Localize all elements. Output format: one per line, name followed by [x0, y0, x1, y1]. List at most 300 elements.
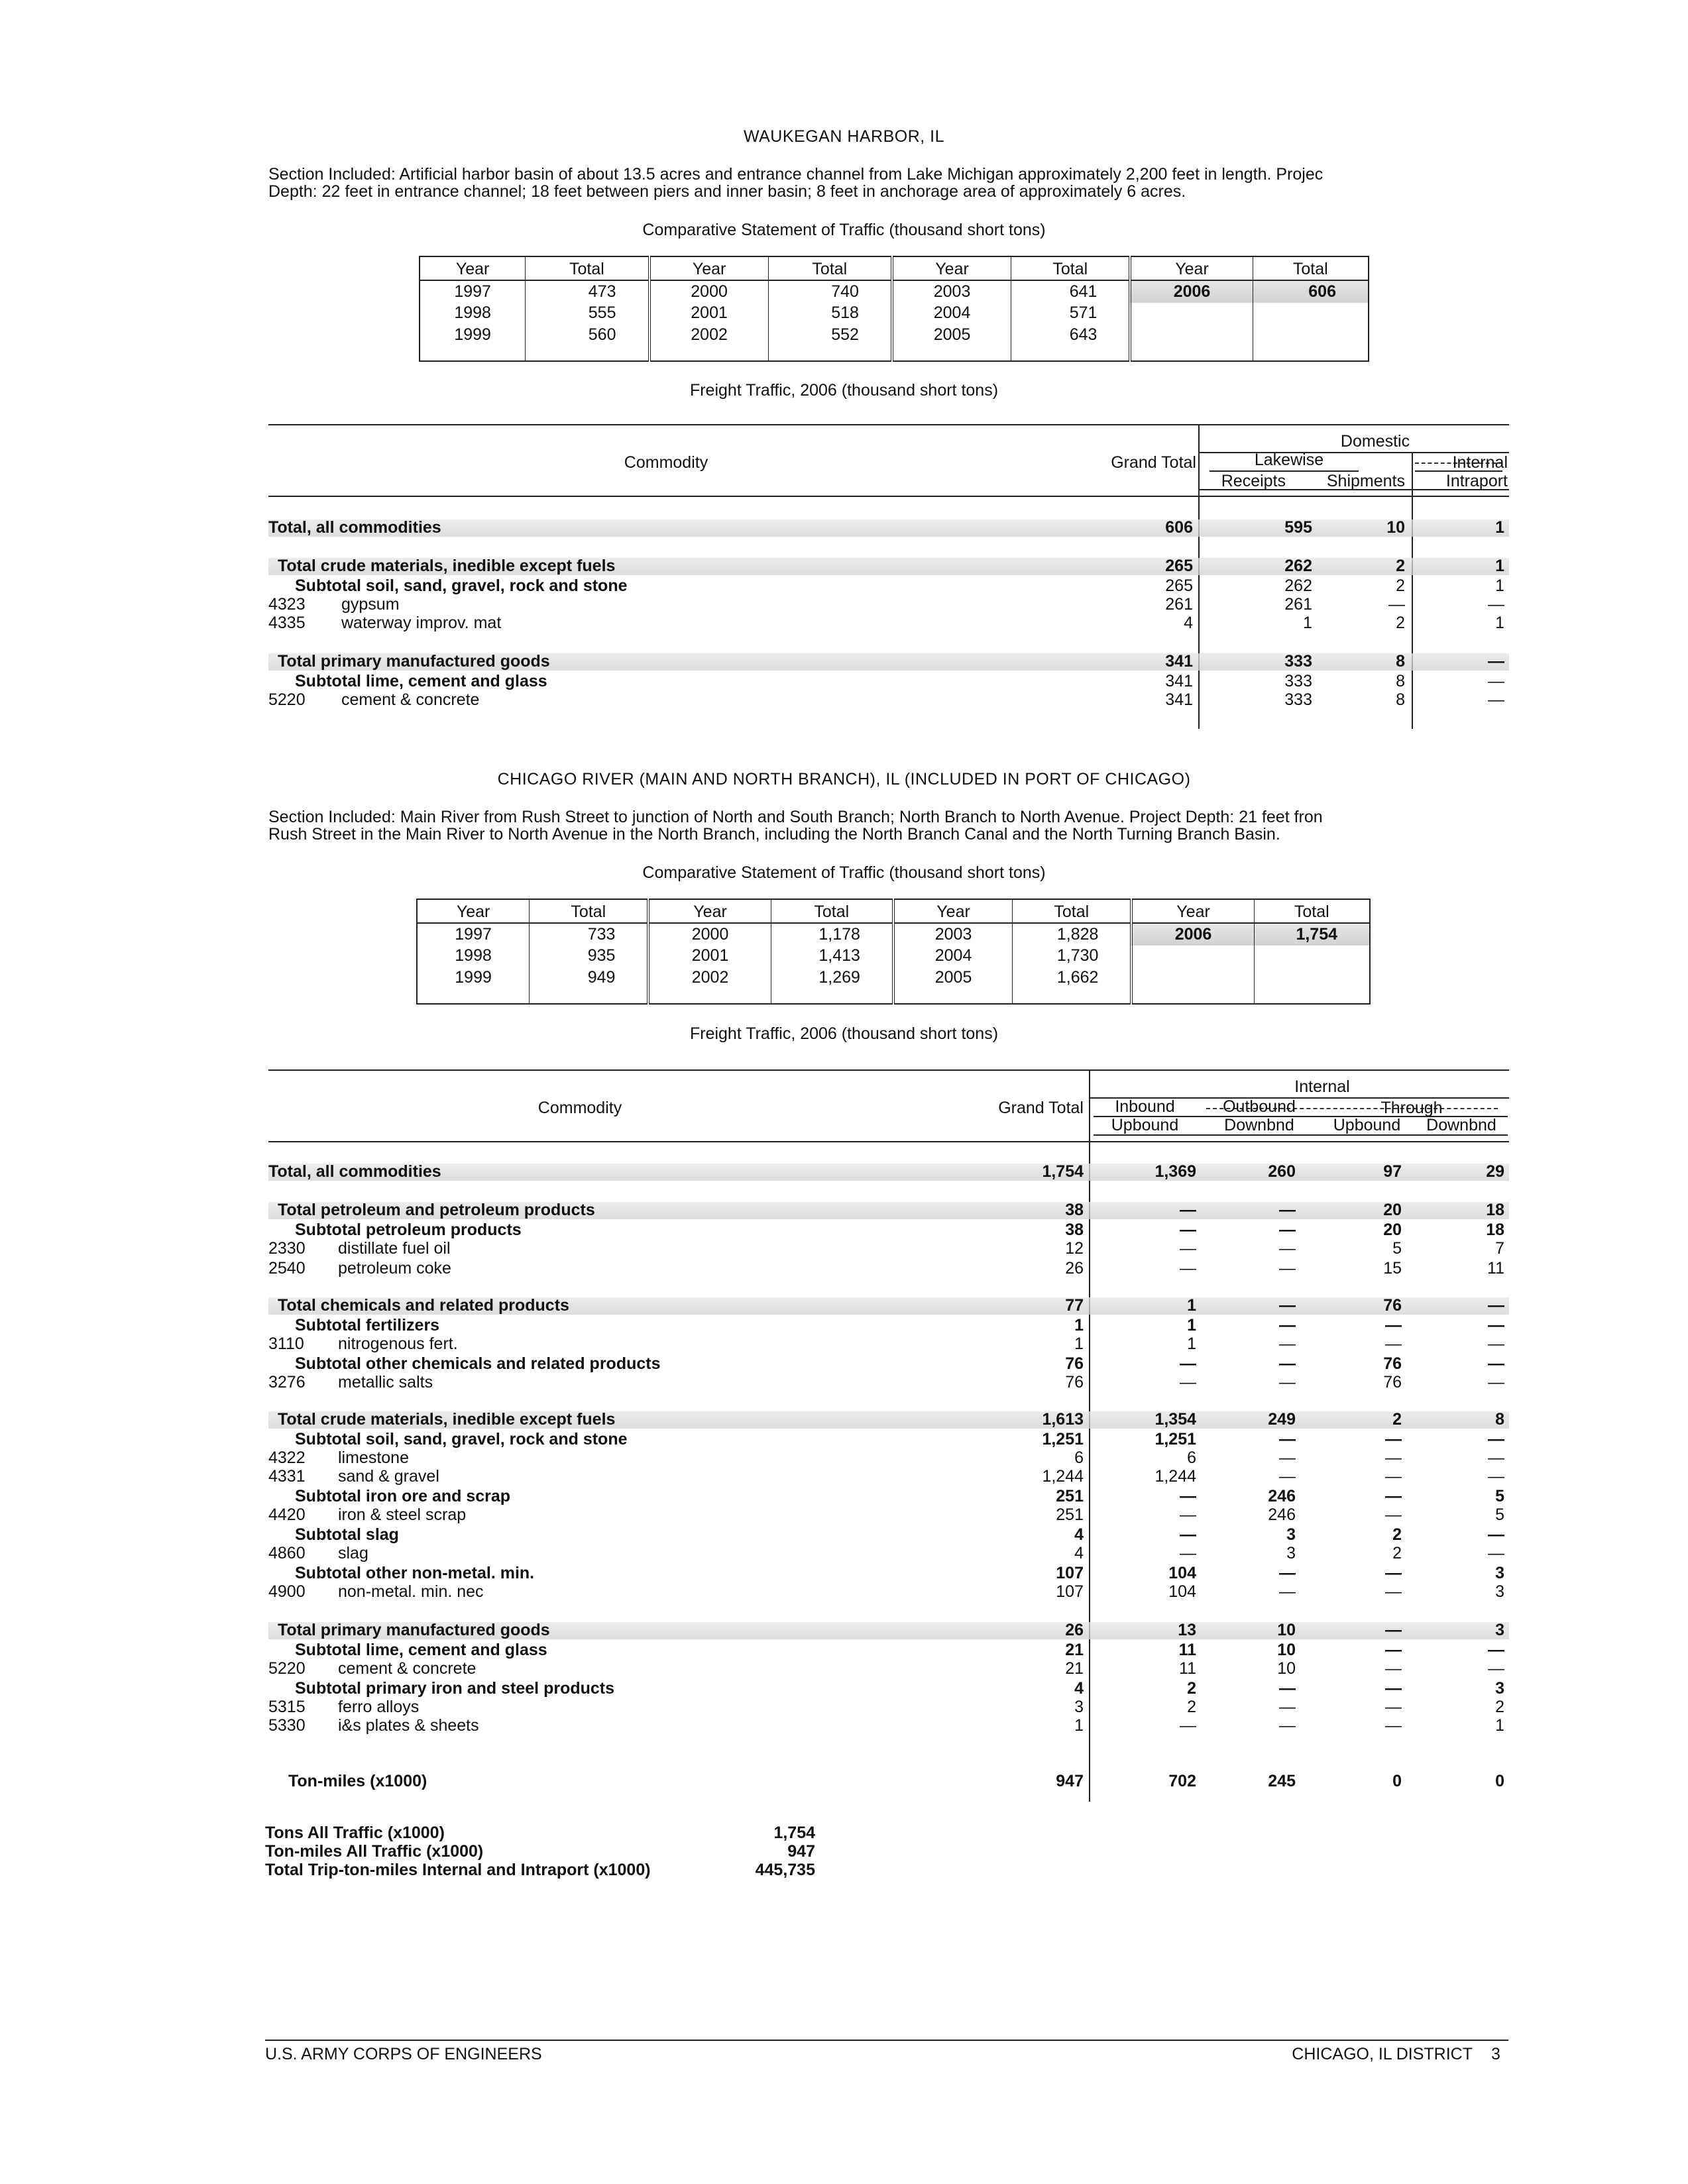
total-header: Total — [1253, 256, 1369, 280]
commodity-header: Commodity — [537, 1099, 622, 1117]
grand-total-value: 1,244 — [1042, 1467, 1084, 1486]
commodity-label: waterway improv. mat — [341, 614, 502, 632]
through-upbound-value: — — [1385, 1487, 1402, 1505]
commodity-code: 4900 — [268, 1582, 306, 1601]
grand-total-value: 4 — [1074, 1679, 1084, 1698]
through-upbound-value: — — [1385, 1316, 1402, 1335]
grand-total-value: 251 — [1056, 1487, 1084, 1505]
comp-filler-cell — [526, 345, 649, 361]
comp-filler-cell — [1011, 345, 1131, 361]
year-header: Year — [417, 899, 530, 923]
total-cell: 571 — [1011, 303, 1131, 324]
shipments-value: 2 — [1396, 557, 1405, 575]
outbound-downbound-value: 3 — [1286, 1525, 1296, 1544]
inbound-upbound-value: — — [1180, 1221, 1196, 1239]
section-description-chicago: Section Included: Main River from Rush Street to junction of North and South Branch; North Branch to North Avenue. Project Depth: 21 feet fron Rush Street in the Main River to North Avenue in the North Branch, including the North Branch Canal and the North Turning Branch Basin. — [268, 808, 1323, 844]
grand-total-value: 606 — [1165, 518, 1193, 537]
total-cell: 949 — [530, 967, 649, 988]
grand-total-value: 4 — [1074, 1544, 1084, 1562]
subtotal-row-label: Subtotal soil, sand, gravel, rock and stone — [295, 576, 628, 595]
grand-total-value: 265 — [1165, 557, 1193, 575]
total-header: Total — [771, 899, 893, 923]
comp-caption-chicago: Comparative Statement of Traffic (thousand short tons) — [642, 863, 1046, 882]
through-upbound-value: — — [1385, 1641, 1402, 1659]
inbound-upbound-value: 104 — [1168, 1564, 1196, 1582]
commodity-code: 4860 — [268, 1544, 306, 1562]
ton-miles-label: Ton-miles (x1000) — [288, 1772, 427, 1790]
subtotal-row-label: Subtotal lime, cement and glass — [295, 672, 547, 690]
subtotal-row-label: Subtotal primary iron and steel products — [295, 1679, 615, 1698]
total-header: Total — [1011, 256, 1131, 280]
receipts-value: 262 — [1284, 557, 1312, 575]
inbound-upbound-value: 11 — [1179, 1659, 1196, 1678]
comp-filler-cell — [893, 988, 1013, 1004]
table-top-rule — [268, 424, 1509, 425]
outbound-downbound-value: 249 — [1268, 1410, 1296, 1429]
commodity-code: 4322 — [268, 1448, 306, 1467]
total-row-label: Total, all commodities — [268, 518, 441, 537]
grand-total-value: 77 — [1065, 1296, 1084, 1315]
total-cell: 560 — [526, 324, 649, 345]
freight-table-waukegan — [268, 424, 1509, 736]
receipts-value: 1 — [1303, 614, 1312, 632]
summary-label: Total Trip-ton-miles Internal and Intraport (x1000) — [265, 1861, 651, 1879]
year-cell — [1131, 967, 1254, 988]
year-cell: 1999 — [420, 324, 526, 345]
total-row-label: Total crude materials, inedible except fuels — [278, 557, 616, 575]
total-row-label: Total primary manufactured goods — [278, 652, 550, 671]
grand-total-value: 261 — [1165, 595, 1193, 614]
header-bottom-rule — [268, 1141, 1509, 1142]
year-cell: 2005 — [892, 324, 1011, 345]
total-cell: 643 — [1011, 324, 1131, 345]
summary-value: 947 — [787, 1842, 815, 1861]
comp-row — [420, 280, 1369, 303]
comparative-table-waukegan — [419, 256, 1369, 362]
total-cell: 1,662 — [1013, 967, 1132, 988]
through-downbound-value: — — [1488, 1659, 1504, 1678]
through-downbound-value: 18 — [1486, 1221, 1504, 1239]
freight-table-chicago — [268, 1069, 1509, 1818]
comp-row — [417, 946, 1370, 967]
subtotal-row-label: Subtotal other non-metal. min. — [295, 1564, 535, 1582]
total-header: Total — [1013, 899, 1132, 923]
total-cell: 1,269 — [771, 967, 893, 988]
downbound-header: Downbnd — [1426, 1116, 1496, 1134]
through-upbound-value: — — [1385, 1698, 1402, 1716]
outbound-downbound-value: — — [1279, 1698, 1296, 1716]
total-cell — [1253, 324, 1369, 345]
through-upbound-value: 76 — [1383, 1354, 1402, 1373]
commodity-code: 4335 — [268, 614, 306, 632]
through-downbound-value: 18 — [1486, 1201, 1504, 1219]
inbound-upbound-value: 2 — [1187, 1679, 1196, 1698]
total-cell: 518 — [768, 303, 892, 324]
grand-total-value: 3 — [1074, 1698, 1084, 1716]
year-cell: 1998 — [417, 946, 530, 967]
receipts-value: 262 — [1284, 576, 1312, 595]
commodity-header: Commodity — [624, 453, 708, 472]
freight-caption-chicago: Freight Traffic, 2006 (thousand short tons) — [689, 1024, 999, 1043]
commodity-label: iron & steel scrap — [338, 1505, 467, 1524]
table-top-rule — [268, 1069, 1509, 1071]
comparative-table-chicago — [416, 899, 1371, 1005]
through-downbound-value: — — [1488, 1525, 1504, 1544]
year-cell: 1997 — [420, 280, 526, 303]
comp-filler-cell — [771, 988, 893, 1004]
commodity-label: limestone — [338, 1448, 409, 1467]
total-cell: 606 — [1253, 280, 1369, 303]
year-cell: 1997 — [417, 923, 530, 946]
total-cell: 1,730 — [1013, 946, 1132, 967]
total-header: Total — [530, 899, 649, 923]
internal-header: Internal — [1294, 1077, 1350, 1096]
total-cell — [1254, 967, 1370, 988]
inbound-upbound-value: 13 — [1178, 1621, 1196, 1639]
grand-total-value: 107 — [1056, 1582, 1084, 1601]
inbound-upbound-value: 1,251 — [1154, 1430, 1196, 1448]
intraport-value: 1 — [1495, 576, 1504, 595]
year-cell: 2004 — [892, 303, 1011, 324]
through-header: Through — [1380, 1099, 1443, 1117]
commodity-code: 4420 — [268, 1505, 306, 1524]
subtotal-row-label: Subtotal fertilizers — [295, 1316, 440, 1335]
comp-filler-cell — [1253, 345, 1369, 361]
total-header: Total — [768, 256, 892, 280]
inbound-upbound-value: — — [1180, 1354, 1196, 1373]
year-cell: 2002 — [649, 324, 769, 345]
total-cell: 1,178 — [771, 923, 893, 946]
year-header: Year — [893, 899, 1013, 923]
comp-filler-cell — [892, 345, 1011, 361]
through-upbound-value: 2 — [1392, 1525, 1402, 1544]
subtotal-row-label: Subtotal lime, cement and glass — [295, 1641, 547, 1659]
section-description-waukegan: Section Included: Artificial harbor basin of about 13.5 acres and entrance channel from Lake Michigan approximately 2,200 feet in length. Projec Depth: 22 feet in entrance channel; 18 feet between piers and inner basin; 8 feet in anchorage area of approximately 6 acres. — [268, 165, 1323, 201]
intraport-value: — — [1488, 690, 1504, 709]
comp-filler-cell — [768, 345, 892, 361]
ton-miles-outbound: 245 — [1268, 1772, 1296, 1790]
domestic-header: Domestic — [1340, 432, 1410, 451]
year-cell: 2001 — [649, 303, 769, 324]
total-cell: 473 — [526, 280, 649, 303]
grand-total-value: 76 — [1065, 1354, 1084, 1373]
through-downbound-value: 3 — [1495, 1582, 1504, 1601]
internal-divider — [1412, 452, 1413, 729]
year-cell: 2006 — [1130, 280, 1253, 303]
commodity-label: cement & concrete — [338, 1659, 477, 1678]
total-cell: 552 — [768, 324, 892, 345]
footer-rule — [265, 2040, 1508, 2041]
through-upbound-value: 76 — [1383, 1296, 1402, 1315]
summary-label: Ton-miles All Traffic (x1000) — [265, 1842, 484, 1861]
summary-value: 1,754 — [773, 1824, 815, 1842]
commodity-label: non-metal. min. nec — [338, 1582, 484, 1601]
outbound-downbound-value: — — [1279, 1679, 1296, 1698]
comp-filler-cell — [1130, 345, 1253, 361]
comp-row — [420, 324, 1369, 345]
freight-caption-waukegan: Freight Traffic, 2006 (thousand short tons) — [689, 381, 999, 400]
through-upbound-value: — — [1385, 1430, 1402, 1448]
shipments-value: — — [1388, 595, 1405, 614]
through-upbound-value: 15 — [1383, 1259, 1402, 1278]
inbound-upbound-value: — — [1180, 1201, 1196, 1219]
grand-total-value: 21 — [1065, 1659, 1084, 1678]
comp-filler-row — [420, 345, 1369, 361]
year-cell: 1998 — [420, 303, 526, 324]
comp-filler-cell — [420, 345, 526, 361]
grand-total-value: 26 — [1065, 1621, 1084, 1639]
intraport-value: — — [1488, 672, 1504, 690]
shipments-value: 2 — [1396, 614, 1405, 632]
comp-filler-cell — [1254, 988, 1370, 1004]
grand-total-value: 1,251 — [1042, 1430, 1084, 1448]
outbound-downbound-value: — — [1279, 1467, 1296, 1486]
grand-total-value: 12 — [1065, 1239, 1084, 1258]
total-row-label: Total primary manufactured goods — [278, 1621, 550, 1639]
commodity-code: 5330 — [268, 1716, 306, 1735]
footer-agency: U.S. ARMY CORPS OF ENGINEERS — [265, 2045, 542, 2063]
grand-total-value: 4 — [1184, 614, 1193, 632]
outbound-downbound-value: 3 — [1286, 1544, 1296, 1562]
total-cell: 1,754 — [1254, 923, 1370, 946]
through-downbound-value: 7 — [1495, 1239, 1504, 1258]
outbound-downbound-value: 246 — [1268, 1487, 1296, 1505]
grand-total-value: 1 — [1074, 1335, 1084, 1353]
comp-row — [420, 303, 1369, 324]
year-cell: 2000 — [648, 923, 771, 946]
through-upbound-value: — — [1385, 1335, 1402, 1353]
inbound-upbound-value: 1 — [1187, 1335, 1196, 1353]
outbound-downbound-value: — — [1279, 1716, 1296, 1735]
receipts-value: 333 — [1284, 690, 1312, 709]
comp-filler-cell — [1131, 988, 1254, 1004]
year-cell: 2003 — [892, 280, 1011, 303]
through-downbound-value: 5 — [1495, 1487, 1504, 1505]
receipts-value: 333 — [1284, 672, 1312, 690]
grand-total-value: 1 — [1074, 1716, 1084, 1735]
comp-header-row — [417, 899, 1370, 923]
through-downbound-value: 11 — [1487, 1259, 1504, 1278]
through-upbound-value: 5 — [1392, 1239, 1402, 1258]
through-downbound-value: 1 — [1495, 1716, 1504, 1735]
outbound-downbound-value: — — [1279, 1296, 1296, 1315]
intraport-value: 1 — [1495, 518, 1504, 537]
outbound-downbound-value: — — [1279, 1582, 1296, 1601]
grand-total-value: 21 — [1065, 1641, 1084, 1659]
inbound-upbound-value: — — [1180, 1373, 1196, 1392]
outbound-downbound-value: — — [1279, 1335, 1296, 1353]
commodity-code: 5315 — [268, 1698, 306, 1716]
grand-total-value: 341 — [1165, 672, 1193, 690]
grand-total-value: 1 — [1074, 1316, 1084, 1335]
intraport-value: — — [1488, 652, 1504, 671]
intraport-value: — — [1488, 595, 1504, 614]
commodity-code: 3110 — [268, 1335, 304, 1353]
comp-filler-cell — [1013, 988, 1132, 1004]
upbound-header: Upbound — [1111, 1116, 1179, 1134]
intraport-value: 1 — [1495, 614, 1504, 632]
year-header: Year — [648, 899, 771, 923]
grand-total-header: Grand Total — [998, 1099, 1084, 1117]
through-upbound-value: — — [1385, 1564, 1402, 1582]
grand-total-divider — [1198, 424, 1200, 729]
year-header: Year — [1130, 256, 1253, 280]
outbound-downbound-value: — — [1279, 1354, 1296, 1373]
inbound-upbound-value: 11 — [1178, 1641, 1196, 1659]
commodity-code: 4323 — [268, 595, 306, 614]
comp-filler-row — [417, 988, 1370, 1004]
inbound-upbound-value: 2 — [1187, 1698, 1196, 1716]
outbound-downbound-value: — — [1279, 1221, 1296, 1239]
outbound-downbound-value: — — [1279, 1239, 1296, 1258]
receipts-value: 595 — [1284, 518, 1312, 537]
grand-total-value: 76 — [1065, 1373, 1084, 1392]
outbound-downbound-value: — — [1279, 1373, 1296, 1392]
through-downbound-value: — — [1488, 1467, 1504, 1486]
subtotal-row-label: Subtotal iron ore and scrap — [295, 1487, 511, 1505]
outbound-header: Outbound — [1223, 1097, 1296, 1116]
through-upbound-value: — — [1385, 1679, 1402, 1698]
comp-row — [417, 967, 1370, 988]
total-cell: 641 — [1011, 280, 1131, 303]
traffic-summary — [265, 1824, 862, 1890]
grand-total-value: 265 — [1165, 576, 1193, 595]
through-downbound-value: — — [1488, 1430, 1504, 1448]
ton-miles-grand-total: 947 — [1056, 1772, 1084, 1790]
outbound-downbound-value: 10 — [1277, 1621, 1296, 1639]
page-number: 3 — [1491, 2045, 1500, 2063]
total-row-label: Total crude materials, inedible except fuels — [278, 1410, 616, 1429]
inbound-upbound-value: — — [1180, 1487, 1196, 1505]
commodity-label: i&s plates & sheets — [338, 1716, 479, 1735]
grand-total-value: 251 — [1056, 1505, 1084, 1524]
inbound-upbound-value: — — [1180, 1525, 1196, 1544]
outbound-downbound-value: 260 — [1268, 1162, 1296, 1181]
total-cell — [1253, 303, 1369, 324]
outbound-downbound-value: 10 — [1277, 1641, 1296, 1659]
through-upbound-value: 2 — [1392, 1544, 1402, 1562]
receipts-value: 333 — [1284, 652, 1312, 671]
outbound-downbound-value: — — [1279, 1201, 1296, 1219]
outbound-downbound-value: 10 — [1277, 1659, 1296, 1678]
comp-caption-waukegan: Comparative Statement of Traffic (thousand short tons) — [642, 221, 1046, 239]
grand-total-value: 1,754 — [1042, 1162, 1084, 1181]
grand-total-header: Grand Total — [1111, 453, 1196, 472]
subtotal-row-label: Subtotal petroleum products — [295, 1221, 522, 1239]
year-header: Year — [892, 256, 1011, 280]
total-cell: 740 — [768, 280, 892, 303]
downbound-header: Downbnd — [1224, 1116, 1294, 1134]
grand-total-value: 1,613 — [1042, 1410, 1084, 1429]
shipments-value: 10 — [1386, 518, 1405, 537]
through-downbound-value: — — [1488, 1316, 1504, 1335]
through-upbound-value: 20 — [1383, 1221, 1402, 1239]
through-upbound-value: — — [1385, 1448, 1402, 1467]
inbound-upbound-value: — — [1180, 1239, 1196, 1258]
outbound-downbound-value: — — [1279, 1430, 1296, 1448]
total-row-label: Total, all commodities — [268, 1162, 441, 1181]
year-cell — [1131, 946, 1254, 967]
through-downbound-value: 2 — [1495, 1698, 1504, 1716]
total-row-label: Total chemicals and related products — [278, 1296, 569, 1315]
commodity-label: ferro alloys — [338, 1698, 420, 1716]
outbound-downbound-value: — — [1279, 1448, 1296, 1467]
grand-total-value: 26 — [1065, 1259, 1084, 1278]
total-cell: 1,413 — [771, 946, 893, 967]
through-downbound-value: — — [1488, 1544, 1504, 1562]
through-upbound-value: — — [1385, 1659, 1402, 1678]
through-upbound-value: 97 — [1383, 1162, 1402, 1181]
year-cell: 2001 — [648, 946, 771, 967]
intraport-value: 1 — [1495, 557, 1504, 575]
through-downbound-value: 5 — [1495, 1505, 1504, 1524]
internal-header: Internal — [1452, 453, 1508, 472]
inbound-upbound-value: — — [1180, 1505, 1196, 1524]
ton-miles-through-down: 0 — [1495, 1772, 1504, 1790]
total-cell: 733 — [530, 923, 649, 946]
through-upbound-value: — — [1385, 1716, 1402, 1735]
inbound-upbound-value: 1 — [1187, 1316, 1196, 1335]
commodity-label: cement & concrete — [341, 690, 480, 709]
year-cell: 2000 — [649, 280, 769, 303]
year-cell — [1130, 324, 1253, 345]
commodity-code: 5220 — [268, 690, 306, 709]
inbound-upbound-value: 1,354 — [1154, 1410, 1196, 1429]
subtotal-row-label: Subtotal soil, sand, gravel, rock and stone — [295, 1430, 628, 1448]
through-downbound-value: — — [1488, 1641, 1504, 1659]
total-cell: 935 — [530, 946, 649, 967]
grand-total-value: 38 — [1065, 1201, 1084, 1219]
outbound-downbound-value: 246 — [1268, 1505, 1296, 1524]
section-title-chicago: CHICAGO RIVER (MAIN AND NORTH BRANCH), IL (INCLUDED IN PORT OF CHICAGO) — [497, 770, 1191, 789]
subtotal-row-label: Subtotal slag — [295, 1525, 399, 1544]
total-cell: 1,828 — [1013, 923, 1132, 946]
inbound-upbound-value: 6 — [1187, 1448, 1196, 1467]
year-cell: 1999 — [417, 967, 530, 988]
outbound-downbound-value: — — [1279, 1259, 1296, 1278]
total-cell — [1254, 946, 1370, 967]
inbound-upbound-value: 1,369 — [1154, 1162, 1196, 1181]
outbound-downbound-value: — — [1279, 1564, 1296, 1582]
commodity-label: distillate fuel oil — [338, 1239, 451, 1258]
inbound-upbound-value: 1 — [1187, 1296, 1196, 1315]
receipts-value: 261 — [1284, 595, 1312, 614]
shipments-value: 8 — [1396, 690, 1405, 709]
year-cell: 2006 — [1131, 923, 1254, 946]
through-downbound-value: — — [1488, 1448, 1504, 1467]
commodity-code: 3276 — [268, 1373, 306, 1392]
through-upbound-value: 2 — [1392, 1410, 1402, 1429]
grand-total-value: 6 — [1074, 1448, 1084, 1467]
through-upbound-value: 20 — [1383, 1201, 1402, 1219]
shipments-value: 2 — [1396, 576, 1405, 595]
through-downbound-value: — — [1488, 1296, 1504, 1315]
commodity-label: nitrogenous fert. — [338, 1335, 458, 1353]
through-downbound-value: — — [1488, 1373, 1504, 1392]
section-title-waukegan: WAUKEGAN HARBOR, IL — [743, 127, 945, 146]
total-row-label: Total petroleum and petroleum products — [278, 1201, 595, 1219]
grand-total-value: 341 — [1165, 652, 1193, 671]
grand-total-value: 38 — [1065, 1221, 1084, 1239]
through-upbound-value: — — [1385, 1621, 1402, 1639]
through-upbound-value: — — [1385, 1467, 1402, 1486]
through-downbound-value: 8 — [1495, 1410, 1504, 1429]
comp-filler-cell — [648, 988, 771, 1004]
year-cell: 2004 — [893, 946, 1013, 967]
year-cell: 2003 — [893, 923, 1013, 946]
year-cell: 2002 — [648, 967, 771, 988]
total-header: Total — [526, 256, 649, 280]
